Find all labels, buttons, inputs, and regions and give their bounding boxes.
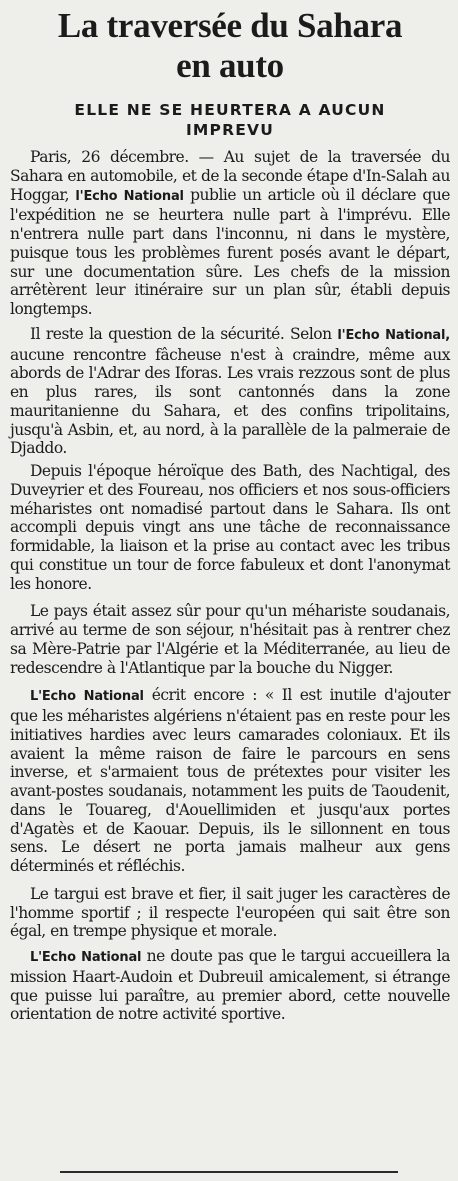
paragraph-2-text-c: aucune rencontre fâcheuse n'est à craindre, même aux abords de l'Adrar des Iforas. Les vrais rezzous sont de plus en plus rares, ils sont cantonnés dans la zone mauritanienne du Sahara, et des confins tripolitains, jusqu'à Asbin, et, au nord, à la parallèle de la palmeraie de Djaddo. — [10, 345, 450, 458]
paragraph-4: Le pays était assez sûr pour qu'un méhariste soudanais, arrivé au terme de son séjour, n'hésitait pas à rentrer chez sa Mère-Patrie par l'Algérie et la Méditerranée, au lieu de redescendre à l'Atlantique par la bouche du Nigger. — [10, 602, 450, 677]
newspaper-name: l'Echo National — [75, 188, 184, 204]
paragraph-5-text-b: écrit encore : « Il est inutile d'ajouter que les méharistes algériens n'étaient pas en reste pour les initiatives hardies avec leurs camarades coloniaux. Et ils avaient la même raison de faire le parcours en sens inverse, et s'armaient tous de prétextes pour visiter les avant-postes soudanais, notamment les puits de Taoudenit, dans le Touareg, d'Aouellimiden et jusqu'aux portes d'Agatès et de Kaouar. Depuis, ils le sillonnent en tous sens. Le désert ne porta jamais malheur aux gens déterminés et réfléchis. — [10, 686, 450, 875]
paragraph-5 — [10, 686, 450, 876]
article-title — [10, 6, 450, 86]
subtitle-line-1: ELLE NE SE HEURTERA A AUCUN — [74, 101, 386, 119]
newspaper-name: L'Echo National — [30, 950, 142, 965]
paragraph-1-text-a: Paris, 26 décembre. — Au sujet de la traversée du Sahara en automobile, et de la seconde étape d'In-Salah au Hoggar, — [10, 148, 450, 204]
article-subtitle — [10, 100, 450, 140]
paragraph-3: Depuis l'époque héroïque des Bath, des Nachtigal, des Duveyrier et des Foureau, nos officiers et nos sous-officiers méharistes ont nomadisé partout dans le Sahara. Ils ont accompli depuis vingt ans une tâche de reconnaissance formidable, la liaison et la prise au contact avec les tribus qui constitue un tour de force fabuleux et dont l'anonymat les honore. — [10, 462, 450, 593]
title-line-2: en auto — [176, 46, 284, 85]
paragraph-2-text-a: Il reste la question de la sécurité. Selon — [30, 324, 338, 343]
newspaper-name: L'Echo National — [30, 689, 144, 705]
paragraph-2 — [10, 325, 450, 458]
newspaper-name: l'Echo National, — [337, 327, 450, 343]
subtitle-line-2: IMPREVU — [185, 121, 275, 139]
paragraph-7 — [10, 947, 450, 1024]
column-end-rule — [60, 1171, 398, 1173]
paragraph-6: Le targui est brave et fier, il sait juger les caractères de l'homme sportif ; il respecte l'européen qui sait être son égal, en trempe physique et morale. — [10, 884, 450, 941]
paragraph-1-text-c: publie un article où il déclare que l'expédition ne se heurtera nulle part à l'imprévu. Elle n'entrera nulle part dans l'inconnu, ni dans le mystère, puisque tous les problèmes furent posés avant le départ, sur une documentation sûre. Les chefs de la mission arrêtèrent leur itinéraire sur un plan sûr, établi depuis longtemps. — [10, 185, 450, 318]
paragraph-7-text-b: ne doute pas que le targui accueillera la mission Haart-Audoin et Dubreuil amicalement, si étrange que puisse lui paraître, au premier abord, cette nouvelle orientation de notre activité sportive. — [10, 947, 450, 1024]
paragraph-1 — [10, 148, 450, 319]
article — [10, 6, 450, 1024]
title-line-1: La traversée du Sahara — [57, 6, 403, 45]
